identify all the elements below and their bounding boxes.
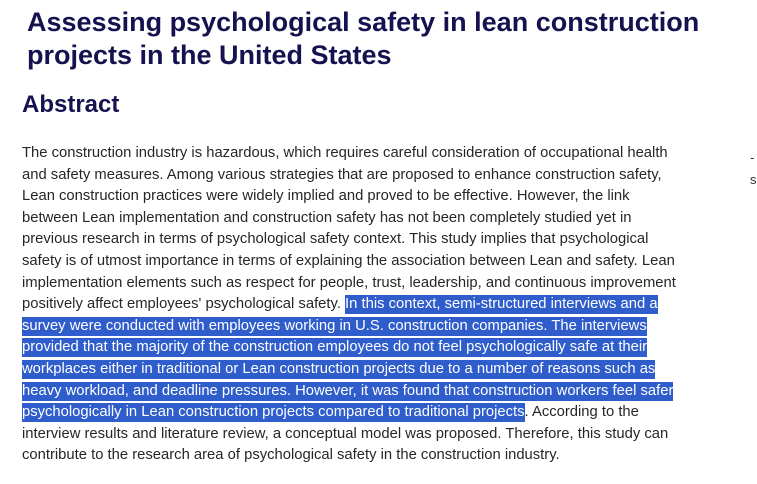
abstract-line (22, 424, 744, 446)
abstract-line (22, 229, 744, 251)
abstract-text-span: Lean construction practices were widely implied and proved to be effective. However, the link (22, 188, 630, 205)
selected-text: In this context, semi-structured interviews and a (345, 296, 658, 313)
gutter-mark: s (750, 172, 757, 187)
abstract-text-span: The construction industry is hazardous, which requires careful consideration of occupational health (22, 145, 668, 161)
abstract-line (22, 337, 744, 359)
selected-text: workplaces either in traditional or Lean construction projects due to a number of reasons such as (22, 360, 656, 377)
selected-text: provided that the majority of the construction employees do not feel psychologically safe at their (22, 339, 648, 356)
selected-text: heavy workload, and deadline pressures. However, it was found that construction workers feel safer (22, 382, 674, 399)
abstract-text-span: contribute to the research area of psychological safety in the construction industry. (22, 447, 560, 464)
abstract-line (22, 208, 744, 230)
abstract-line (22, 186, 744, 208)
selected-text: survey were conducted with employees working in U.S. construction companies. The interviews (22, 317, 647, 334)
abstract-text-span: safety is of utmost importance in terms of explaining the association between Lean and safety. Lean (22, 252, 675, 269)
abstract-line (22, 273, 744, 295)
abstract-line (22, 445, 744, 467)
article-title: Assessing psychological safety in lean construction projects in the United States (27, 7, 700, 70)
abstract-line (22, 316, 744, 338)
abstract-text-span: positively affect employees' psychological safety. (22, 296, 346, 313)
abstract-line (22, 381, 744, 403)
abstract-text-span: interview results and literature review, a conceptual model was proposed. Therefore, this study can (22, 425, 669, 442)
abstract-heading: Abstract (22, 91, 120, 118)
selected-text: psychologically in Lean construction projects compared to traditional projects (22, 404, 525, 421)
abstract-text[interactable] (22, 143, 744, 467)
abstract-text-span: between Lean implementation and construction safety has not been completely studied yet in (22, 209, 632, 226)
abstract-text-span: and safety measures. Among various strategies that are proposed to enhance construction safety, (22, 166, 662, 183)
abstract-line (22, 251, 744, 273)
abstract-line (22, 359, 744, 381)
gutter-mark: - (750, 150, 755, 165)
abstract-line (22, 402, 744, 424)
abstract-text-span: previous research in terms of psychological safety context. This study implies that psychological (22, 231, 649, 248)
abstract-line (22, 294, 744, 316)
abstract-line (22, 165, 744, 187)
abstract-text-span: . According to the (524, 404, 639, 421)
abstract-line (22, 143, 744, 165)
abstract-text-span: implementation elements such as respect for people, trust, leadership, and continuous improvement (22, 274, 676, 291)
